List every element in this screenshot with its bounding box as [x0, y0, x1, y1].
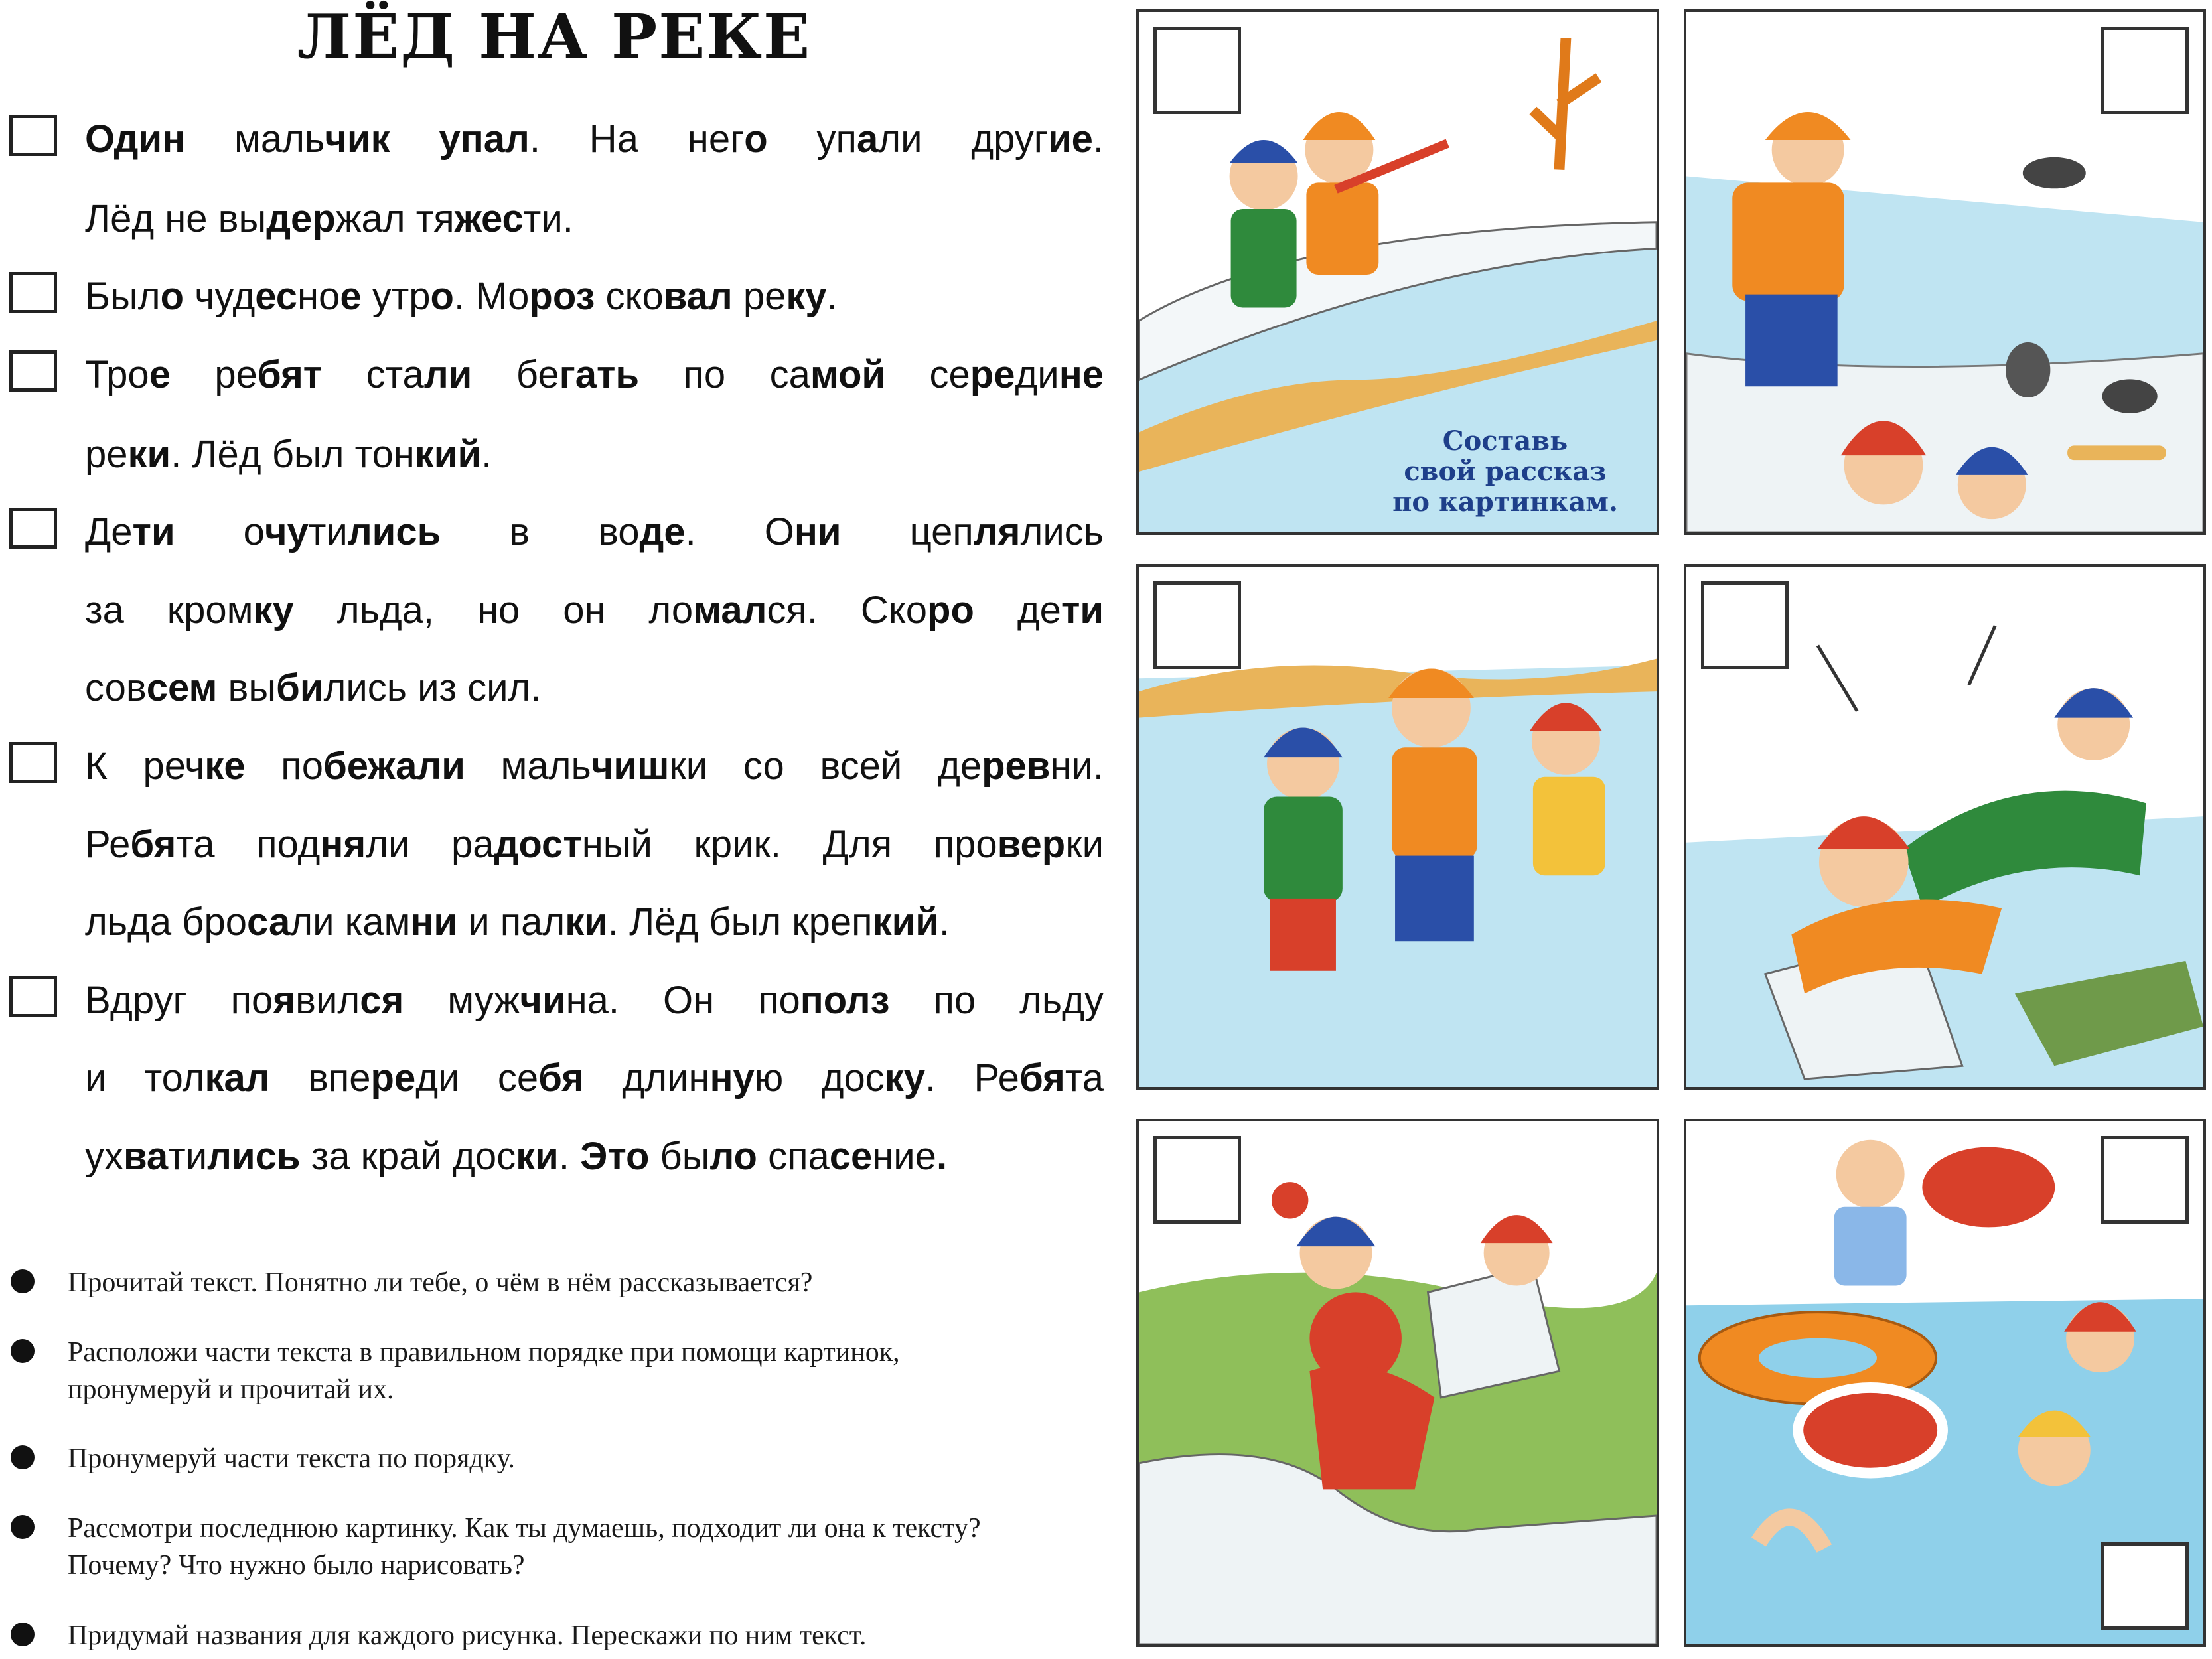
text-segment: чу [264, 510, 309, 553]
text-segment: вы [217, 666, 277, 709]
text-segment: де [639, 510, 686, 553]
order-checkbox[interactable] [9, 272, 57, 313]
text-segment: ки [127, 433, 171, 476]
order-checkbox[interactable] [9, 976, 57, 1017]
picture-panel-6 [1684, 1119, 2206, 1647]
text-segment: би [276, 666, 324, 709]
text-segment: не [1059, 353, 1104, 396]
text-segment: ни [410, 901, 458, 944]
text-segment: по [245, 745, 323, 788]
text-segment: я [273, 979, 296, 1022]
text-segment: о [160, 275, 184, 318]
text-segment: бя [130, 823, 177, 866]
text-segment: та [1065, 1056, 1104, 1100]
text-segment: ти. [523, 197, 573, 240]
text-segment: ку [786, 275, 827, 318]
text-segment: о [744, 117, 768, 161]
text-segment: . [938, 901, 950, 944]
number-box[interactable] [1153, 1136, 1241, 1224]
text-segment: чуд [184, 275, 256, 318]
text-segment: ие [1047, 117, 1093, 161]
text-segment: се [885, 353, 970, 396]
text-segment: ку [253, 589, 294, 632]
text-segment: ти [132, 510, 175, 553]
text-segment: . О [685, 510, 794, 553]
panel-caption: Составь свой рассказ по картинкам. [1392, 425, 1618, 518]
text-segment: . Лёд был креп [607, 901, 873, 944]
order-checkbox[interactable] [9, 508, 57, 549]
text-segment: ли друг [878, 117, 1048, 161]
task-line: Прочитай текст. Понятно ли тебе, о чём в нём рассказывается? [68, 1267, 813, 1298]
text-segment: ре [170, 353, 258, 396]
text-segment: вил [295, 979, 360, 1022]
text-segment: сем [146, 666, 218, 709]
task-line: Расположи части текста в правильном порядке при помощи картинок, [68, 1337, 900, 1368]
story-line [85, 1055, 1104, 1102]
text-segment: ля [973, 510, 1021, 553]
picture-panel-5 [1136, 1119, 1659, 1647]
text-segment: бят [257, 353, 323, 396]
text-segment: по льду [889, 979, 1104, 1022]
text-segment: ти [168, 1135, 208, 1178]
text-segment: . [936, 1135, 948, 1178]
text-segment: та под [176, 823, 321, 866]
task-line: Рассмотри последнюю картинку. Как ты думаешь, подходит ли она к тексту? [68, 1513, 981, 1544]
text-segment: длин [583, 1056, 710, 1100]
order-checkbox[interactable] [9, 742, 57, 783]
text-segment: ли [423, 353, 473, 396]
story-line [85, 743, 1104, 790]
text-segment: о [175, 510, 265, 553]
picture-panel-4 [1684, 564, 2206, 1090]
picture-panel-2 [1684, 9, 2206, 535]
text-segment: льда, но он ло [293, 589, 694, 632]
order-checkbox[interactable] [9, 115, 57, 156]
text-segment: ре [970, 353, 1015, 396]
number-box[interactable] [2101, 27, 2189, 114]
text-segment: ня [320, 823, 366, 866]
story-line [85, 116, 1104, 163]
text-segment: мой [810, 353, 886, 396]
story-line [85, 899, 1104, 946]
text-segment: чик [325, 117, 390, 161]
story-line [85, 273, 1104, 320]
bullet-icon [11, 1445, 35, 1469]
text-segment: маль [185, 117, 325, 161]
story-line [85, 196, 1104, 242]
text-segment: рев [982, 745, 1051, 788]
text-segment: е [340, 275, 362, 318]
text-segment: де [974, 589, 1061, 632]
text-segment: . Мо [453, 275, 530, 318]
text-segment: ди [1015, 353, 1059, 396]
text-segment: лись [347, 510, 441, 553]
text-segment: бя [1019, 1056, 1065, 1100]
text-segment: кал [204, 1056, 270, 1100]
text-segment: за кром [85, 589, 254, 632]
number-box[interactable] [1701, 581, 1789, 669]
text-segment: спа [757, 1135, 830, 1178]
story-line [85, 822, 1104, 868]
text-segment: Ре [85, 823, 131, 866]
text-segment: ре [370, 1056, 416, 1100]
text-segment: ес [255, 275, 298, 318]
text-segment: кий [414, 433, 482, 476]
text-segment: чи [520, 979, 566, 1022]
number-box[interactable] [1153, 27, 1241, 114]
text-segment: ни. [1050, 745, 1104, 788]
bullet-icon [11, 1269, 35, 1293]
story-line [85, 431, 1104, 478]
text-segment: лись [207, 1135, 301, 1178]
text-segment: жал тя [335, 197, 455, 240]
text-segment: бы [649, 1135, 710, 1178]
text-segment: ре [85, 433, 128, 476]
text-segment: сов [85, 666, 147, 709]
text-segment: вал [663, 275, 733, 318]
text-segment: на. Он по [565, 979, 800, 1022]
text-segment: вер [997, 823, 1066, 866]
story-line [85, 352, 1104, 398]
text-segment: бе [472, 353, 559, 396]
text-segment: ух [85, 1135, 123, 1178]
number-box[interactable] [2101, 1136, 2189, 1224]
task-line: Пронумеруй части текста по порядку. [68, 1443, 515, 1474]
text-segment: ный крик. Для про [581, 823, 997, 866]
text-segment: Был [85, 275, 161, 318]
text-segment: дер [266, 197, 336, 240]
text-segment: лись из сил. [323, 666, 542, 709]
text-segment: Вдруг по [85, 979, 273, 1022]
worksheet-title: ЛЁД НА РЕКЕ [297, 1, 812, 72]
text-segment: Де [85, 510, 133, 553]
text-segment: о [430, 275, 454, 318]
number-box[interactable] [1153, 581, 1241, 669]
picture-panel-1 [1136, 9, 1659, 535]
text-segment: ки [516, 1135, 559, 1178]
text-segment: са [247, 901, 291, 944]
text-segment: ди се [415, 1056, 539, 1100]
text-segment: и тол [85, 1056, 205, 1100]
text-segment: гать [559, 353, 640, 396]
text-segment: ли ра [366, 823, 494, 866]
text-segment: а [856, 117, 879, 161]
text-segment: . На нег [529, 117, 745, 161]
text-segment: полз [800, 979, 890, 1022]
text-segment: дост [494, 823, 582, 866]
text-segment: за край дос [300, 1135, 516, 1178]
text-segment: . Лёд был тон [171, 433, 415, 476]
text-segment: . [558, 1135, 581, 1178]
text-segment: роз [529, 275, 595, 318]
text-segment: . Ре [925, 1056, 1019, 1100]
text-segment: ти [1061, 589, 1104, 632]
text-segment: ку [884, 1056, 926, 1100]
text-segment: льда бро [85, 901, 248, 944]
story-line [85, 1133, 1104, 1180]
text-segment: лись [1020, 510, 1104, 553]
bullet-icon [11, 1515, 35, 1539]
text-segment: е [149, 353, 171, 396]
story-line [85, 665, 1104, 711]
text-segment: . [481, 433, 492, 476]
text-segment: уп [767, 117, 857, 161]
task-line: Почему? Что нужно было нарисовать? [68, 1550, 525, 1581]
text-segment: ли кам [290, 901, 411, 944]
text-segment: К реч [85, 745, 205, 788]
bullet-icon [11, 1623, 35, 1646]
text-segment [390, 117, 439, 161]
text-segment: ке [204, 745, 246, 788]
text-segment: ста [322, 353, 424, 396]
text-segment: ся [360, 979, 404, 1022]
text-segment: ки [1065, 823, 1104, 866]
text-segment: ти [308, 510, 348, 553]
text-segment: маль [465, 745, 591, 788]
text-segment: ли [417, 745, 465, 788]
text-segment: ло [709, 1135, 757, 1178]
text-segment: ни [794, 510, 842, 553]
text-segment: Лёд не вы [85, 197, 267, 240]
story-line [85, 509, 1104, 555]
text-segment: ки со всей де [669, 745, 982, 788]
text-segment: ва [123, 1135, 169, 1178]
text-segment: ки [565, 901, 608, 944]
text-segment: и пал [457, 901, 565, 944]
text-segment: Тро [85, 353, 149, 396]
task-line: пронумеруй и прочитай их. [68, 1374, 394, 1405]
text-segment: Это [580, 1135, 650, 1178]
text-segment: ско [595, 275, 664, 318]
text-segment: ну [709, 1056, 755, 1100]
text-segment: но [297, 275, 340, 318]
text-segment: . [826, 275, 838, 318]
text-segment: . [1092, 117, 1104, 161]
text-segment: упал [439, 117, 530, 161]
text-segment: по са [639, 353, 810, 396]
bullet-icon [11, 1339, 35, 1363]
text-segment: ро [927, 589, 974, 632]
order-checkbox[interactable] [9, 350, 57, 392]
text-segment: кий [872, 901, 939, 944]
text-segment: цеп [841, 510, 974, 553]
text-segment: мал [693, 589, 767, 632]
text-segment: се [829, 1135, 873, 1178]
task-line: Придумай названия для каждого рисунка. Перескажи по ним текст. [68, 1621, 867, 1651]
picture-panel-3 [1136, 564, 1659, 1090]
text-segment: муж [404, 979, 520, 1022]
text-segment: бя [538, 1056, 584, 1100]
text-segment: впе [269, 1056, 371, 1100]
text-segment: чиш [591, 745, 670, 788]
text-segment: утр [361, 275, 431, 318]
story-line [85, 587, 1104, 634]
text-segment: бежа [323, 745, 417, 788]
story-line [85, 977, 1104, 1024]
number-box[interactable] [2101, 1542, 2189, 1630]
text-segment: в во [441, 510, 640, 553]
text-segment: ре [732, 275, 786, 318]
text-segment: Один [85, 117, 186, 161]
text-segment: ю дос [754, 1056, 885, 1100]
text-segment: ся. Ско [767, 589, 928, 632]
text-segment: ние [872, 1135, 936, 1178]
text-segment: жес [454, 197, 524, 240]
